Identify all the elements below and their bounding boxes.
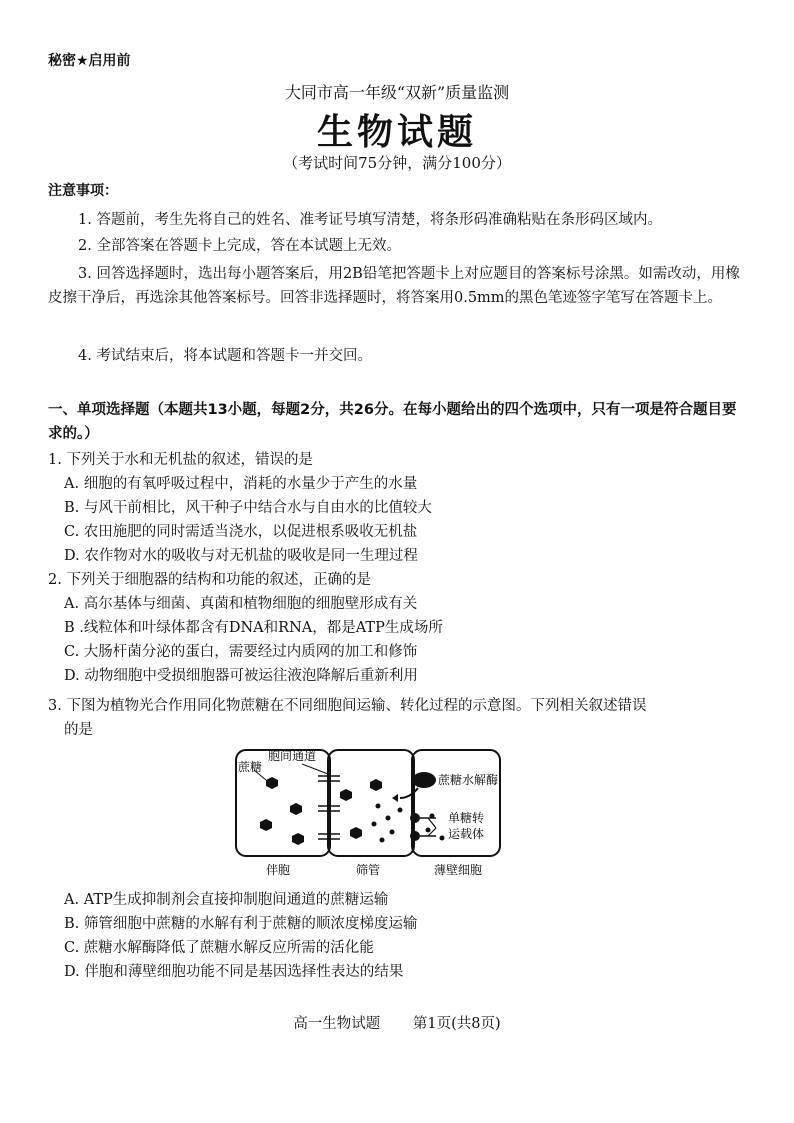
question-2-option-a: A. 高尔基体与细菌、真菌和植物细胞的细胞壁形成有关 bbox=[64, 596, 418, 612]
footer-page-number: 第1页(共8页) bbox=[412, 1016, 501, 1032]
label-transporter-1: 单糖转 bbox=[448, 811, 485, 825]
notice-item-3: 3. 回答选择题时，选出每小题答案后，用2B铅笔把答题卡上对应题目的答案标号涂黑。如需改动，用橡皮擦干净后，再选涂其他答案标号。回答非选择题时，将答案用0.5mm的黑色笔迹签字笔写在答题卡上。 bbox=[48, 266, 740, 306]
sucrose-transport-diagram bbox=[232, 744, 518, 880]
exam-organizer: 大同市高一年级“双新”质量监测 bbox=[284, 83, 510, 102]
notice-item-4: 4. 考试结束后，将本试题和答题卡一并交回。 bbox=[78, 348, 372, 364]
label-transporter-2: 运载体 bbox=[448, 827, 485, 841]
label-companion-cell: 伴胞 bbox=[266, 863, 291, 877]
label-sieve-tube: 筛管 bbox=[356, 863, 381, 877]
sucrose-hydrolase-icon bbox=[412, 772, 436, 788]
notice-heading: 注意事项： bbox=[48, 183, 118, 199]
question-1-stem: 1. 下列关于水和无机盐的叙述，错误的是 bbox=[48, 452, 313, 468]
label-enzyme: 蔗糖水解酶 bbox=[438, 773, 499, 787]
sieve-tube-outline bbox=[328, 750, 414, 856]
section-heading: 一、单项选择题（本题共13小题，每题2分，共26分。在每小题给出的四个选项中，只有一项是符合题目要求的。） bbox=[48, 402, 737, 442]
question-2-option-c: C. 大肠杆菌分泌的蛋白，需要经过内质网的加工和修饰 bbox=[64, 644, 418, 660]
question-2-stem: 2. 下列关于细胞器的结构和功能的叙述，正确的是 bbox=[48, 572, 371, 588]
question-1-option-b: B. 与风干前相比，风干种子中结合水与自由水的比值较大 bbox=[64, 500, 432, 516]
notice-item-1: 1. 答题前，考生先将自己的姓名、准考证号填写清楚，将条形码准确粘贴在条形码区域内。 bbox=[78, 212, 662, 228]
exam-time-info: （考试时间75分钟，满分100分） bbox=[283, 154, 511, 172]
label-parenchyma-cell: 薄壁细胞 bbox=[434, 863, 483, 877]
label-channel: 胞间通道 bbox=[268, 749, 317, 763]
exam-title: 生物试题 bbox=[316, 111, 477, 153]
question-3-option-d: D. 伴胞和薄壁细胞功能不同是基因选择性表达的结果 bbox=[64, 964, 404, 980]
label-sucrose: 蔗糖 bbox=[238, 760, 263, 774]
question-1-option-c: C. 农田施肥的同时需适当浇水，以促进根系吸收无机盐 bbox=[64, 524, 418, 540]
notice-item-2: 2. 全部答案在答题卡上完成，答在本试题上无效。 bbox=[78, 238, 401, 254]
confidential-mark: 秘密★启用前 bbox=[48, 53, 131, 69]
question-1-option-d: D. 农作物对水的吸收与对无机盐的吸收是同一生理过程 bbox=[64, 548, 418, 564]
channel-pointer-line bbox=[302, 764, 328, 774]
question-2-option-d: D. 动物细胞中受损细胞器可被运往液泡降解后重新利用 bbox=[64, 668, 418, 684]
arrow-icon bbox=[400, 788, 418, 798]
arrowhead-icon bbox=[392, 794, 398, 802]
footer-subject: 高一生物试题 bbox=[293, 1016, 381, 1032]
question-3-option-a: A. ATP生成抑制剂会直接抑制胞间通道的蔗糖运输 bbox=[64, 892, 389, 908]
page-footer bbox=[0, 1012, 794, 1033]
question-3-stem-line-1: 3. 下图为植物光合作用同化物蔗糖在不同细胞间运输、转化过程的示意图。下列相关叙述错误 bbox=[48, 698, 647, 714]
question-3-option-b: B. 筛管细胞中蔗糖的水解有利于蔗糖的顺浓度梯度运输 bbox=[64, 916, 418, 932]
question-3-option-c: C. 蔗糖水解酶降低了蔗糖水解反应所需的活化能 bbox=[64, 940, 374, 956]
question-1-option-a: A. 细胞的有氧呼吸过程中，消耗的水量少于产生的水量 bbox=[64, 476, 418, 492]
question-2-option-b: B .线粒体和叶绿体都含有DNA和RNA，都是ATP生成场所 bbox=[64, 620, 443, 636]
question-3-stem-line-2: 的是 bbox=[64, 722, 93, 738]
